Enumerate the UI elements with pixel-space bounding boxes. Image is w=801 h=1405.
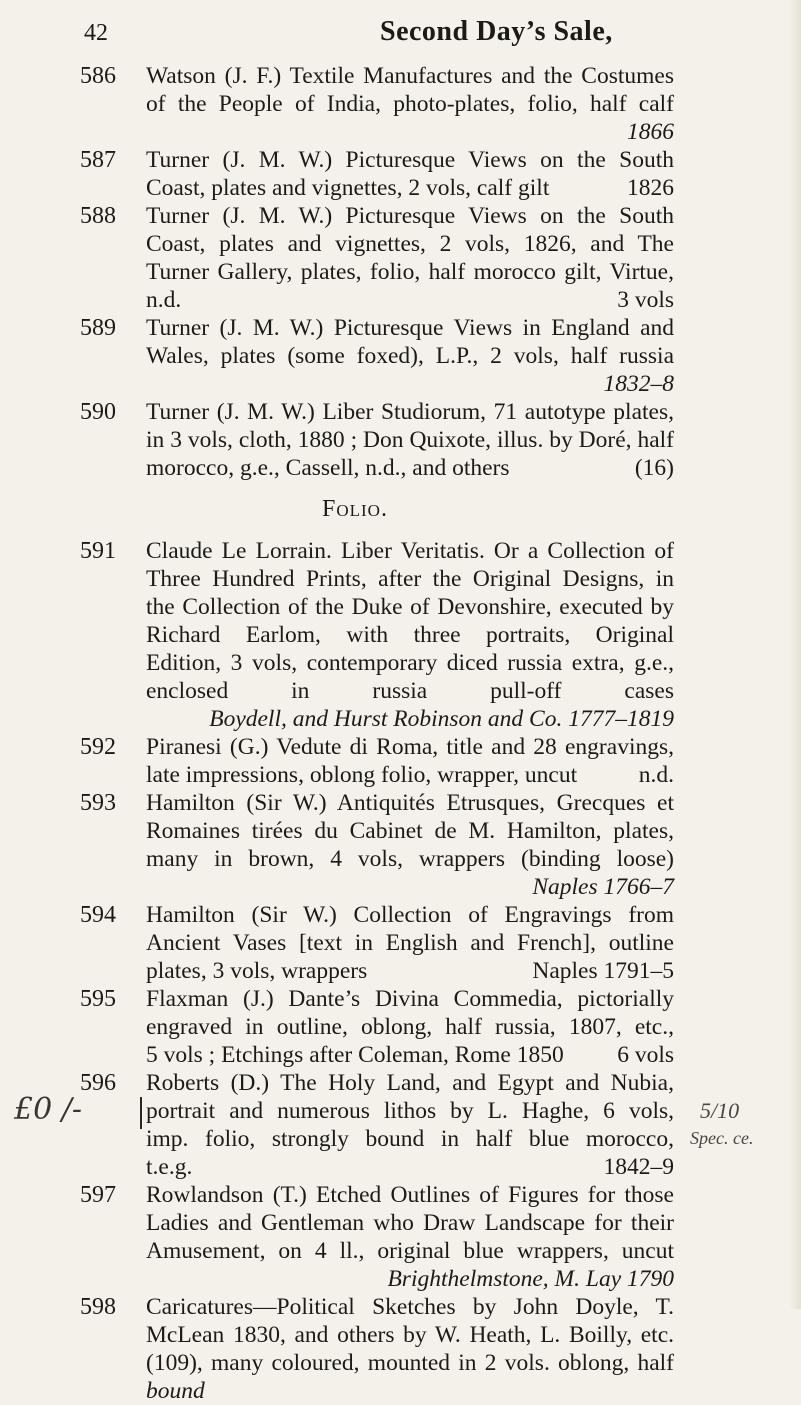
imprint-date: Boydell, and Hurst Robinson and Co. 1777–1819 (209, 706, 674, 732)
lot-number: 593 (80, 790, 116, 816)
lot-number: 595 (80, 986, 116, 1012)
handwritten-price-left: £0 /- (14, 1092, 82, 1127)
description-line-text: n.d. (146, 287, 182, 313)
description-line: Ancient Vases [text in English and French], outline (146, 930, 674, 956)
description-line: Hamilton (Sir W.) Antiquités Etrusques, Grecques et (146, 790, 674, 816)
lot-number: 587 (80, 147, 116, 173)
description-final-line (146, 1153, 674, 1181)
scan-edge (789, 0, 801, 1309)
page-number: 42 (84, 20, 108, 46)
lot-description (146, 202, 674, 314)
handwritten-price-right: 5/10 (700, 1098, 740, 1123)
running-head: Second Day’s Sale, (380, 16, 613, 47)
imprint-date: 1826 (627, 175, 674, 201)
lot-number: 591 (80, 538, 116, 564)
description-line: bound (146, 1378, 205, 1404)
description-line: engraved in outline, oblong, half russia, 1807, etc., (146, 1014, 674, 1040)
description-line: (109), many coloured, mounted in 2 vols. oblong, half (146, 1350, 674, 1376)
lot-description (146, 733, 674, 789)
description-final-line (146, 761, 674, 789)
imprint-date: 1866 (627, 119, 674, 145)
lot-entry (0, 1293, 801, 1405)
description-line: Amusement, on 4 ll., original blue wrappers, uncut (146, 1238, 674, 1264)
description-line-text: plates, 3 vols, wrappers (146, 958, 368, 984)
description-line: portrait and numerous lithos by L. Haghe, 6 vols, (146, 1098, 674, 1124)
lot-description (146, 314, 674, 398)
description-final-line (146, 454, 674, 482)
description-line: Turner (J. M. W.) Picturesque Views on the South (146, 203, 674, 229)
lot-entry (0, 901, 801, 985)
description-line: McLean 1830, and others by W. Heath, L. Boilly, etc. (146, 1322, 674, 1348)
lot-description (146, 1293, 674, 1405)
lot-entry (0, 398, 801, 482)
description-line: Watson (J. F.) Textile Manufactures and the Costumes (146, 63, 674, 89)
description-line: Wales, plates (some foxed), L.P., 2 vols, half russia (146, 343, 674, 369)
lot-number: 598 (80, 1294, 116, 1320)
lot-number: 592 (80, 734, 116, 760)
lot-entry (0, 202, 801, 314)
description-line: of the People of India, photo-plates, folio, half calf (146, 91, 674, 117)
lot-number: 590 (80, 399, 116, 425)
lot-description (146, 537, 674, 733)
imprint-date: 3 vols (617, 287, 674, 313)
description-line: the Collection of the Duke of Devonshire, executed by (146, 594, 674, 620)
lot-entry (0, 62, 801, 146)
lot-entry (0, 1069, 801, 1181)
lot-description (146, 398, 674, 482)
lot-description (146, 146, 674, 202)
description-line: Caricatures—Political Sketches by John Doyle, T. (146, 1294, 674, 1320)
lot-entry (0, 789, 801, 901)
lot-description (146, 1181, 674, 1293)
imprint-date: (16) (634, 455, 674, 481)
description-final-line (146, 286, 674, 314)
lot-entry (0, 733, 801, 789)
description-line: Turner (J. M. W.) Picturesque Views on the South (146, 147, 674, 173)
handwritten-note-right: Spec. ce. (690, 1128, 754, 1148)
lot-entry (0, 537, 801, 733)
description-line: Hamilton (Sir W.) Collection of Engravings from (146, 902, 674, 928)
lot-number: 596 (80, 1070, 116, 1096)
description-line: Turner (J. M. W.) Liber Studiorum, 71 autotype plates, (146, 399, 674, 425)
imprint-date: 1832–8 (603, 371, 674, 397)
lot-description (146, 789, 674, 901)
imprint-date: n.d. (638, 762, 674, 788)
description-line: Turner (J. M. W.) Picturesque Views in England and (146, 315, 674, 341)
lot-description (146, 985, 674, 1069)
description-line: Piranesi (G.) Vedute di Roma, title and 28 engravings, (146, 734, 674, 760)
description-line: many in brown, 4 vols, wrappers (binding loose) (146, 846, 674, 872)
description-line: Three Hundred Prints, after the Original Designs, in (146, 566, 674, 592)
lot-number: 589 (80, 315, 116, 341)
catalogue-entries (0, 62, 801, 1405)
lot-number: 586 (80, 63, 116, 89)
lot-number: 594 (80, 902, 116, 928)
description-line: in 3 vols, cloth, 1880 ; Don Quixote, illus. by Doré, half (146, 427, 674, 453)
description-line: Claude Le Lorrain. Liber Veritatis. Or a Collection of (146, 538, 674, 564)
lot-description (146, 901, 674, 985)
description-line: imp. folio, strongly bound in half blue morocco, (146, 1126, 674, 1152)
lot-entry (0, 985, 801, 1069)
description-final-line (146, 1041, 674, 1069)
lot-description (146, 62, 674, 146)
page-header (0, 12, 801, 52)
description-line: Turner Gallery, plates, folio, half morocco gilt, Virtue, (146, 259, 674, 285)
description-line: Flaxman (J.) Dante’s Divina Commedia, pictorially (146, 986, 674, 1012)
description-line: Roberts (D.) The Holy Land, and Egypt and Nubia, (146, 1070, 674, 1096)
lot-number: 588 (80, 203, 116, 229)
description-line: Rowlandson (T.) Etched Outlines of Figures for those (146, 1182, 674, 1208)
imprint-date: Brighthelmstone, M. Lay 1790 (387, 1266, 674, 1292)
imprint-date: 6 vols (617, 1042, 674, 1068)
section-heading: Folio. (322, 496, 388, 522)
description-line-text: morocco, g.e., Cassell, n.d., and others (146, 455, 510, 481)
margin-bracket (140, 1097, 142, 1129)
description-line: enclosed in russia pull-off cases (146, 678, 674, 704)
description-line: Edition, 3 vols, contemporary diced russia extra, g.e., (146, 650, 674, 676)
description-final-line (146, 174, 674, 202)
lot-description (146, 1069, 674, 1181)
description-line: Romaines tirées du Cabinet de M. Hamilton, plates, (146, 818, 674, 844)
lot-number: 597 (80, 1182, 116, 1208)
description-line-text: Coast, plates and vignettes, 2 vols, calf gilt (146, 175, 550, 201)
description-final-line (146, 957, 674, 985)
description-line-text: late impressions, oblong folio, wrapper, uncut (146, 762, 578, 788)
description-line-text: t.e.g. (146, 1154, 193, 1180)
lot-entry (0, 1181, 801, 1293)
description-line: Richard Earlom, with three portraits, Original (146, 622, 674, 648)
imprint-date: Naples 1791–5 (532, 958, 674, 984)
imprint-date: Naples 1766–7 (532, 874, 674, 900)
lot-entry (0, 146, 801, 202)
description-line-text: 5 vols ; Etchings after Coleman, Rome 1850 (146, 1042, 564, 1068)
description-line: Coast, plates and vignettes, 2 vols, 1826, and The (146, 231, 674, 257)
description-line: Ladies and Gentleman who Draw Landscape for their (146, 1210, 674, 1236)
lot-entry (0, 314, 801, 398)
imprint-date: 1842–9 (603, 1154, 674, 1180)
